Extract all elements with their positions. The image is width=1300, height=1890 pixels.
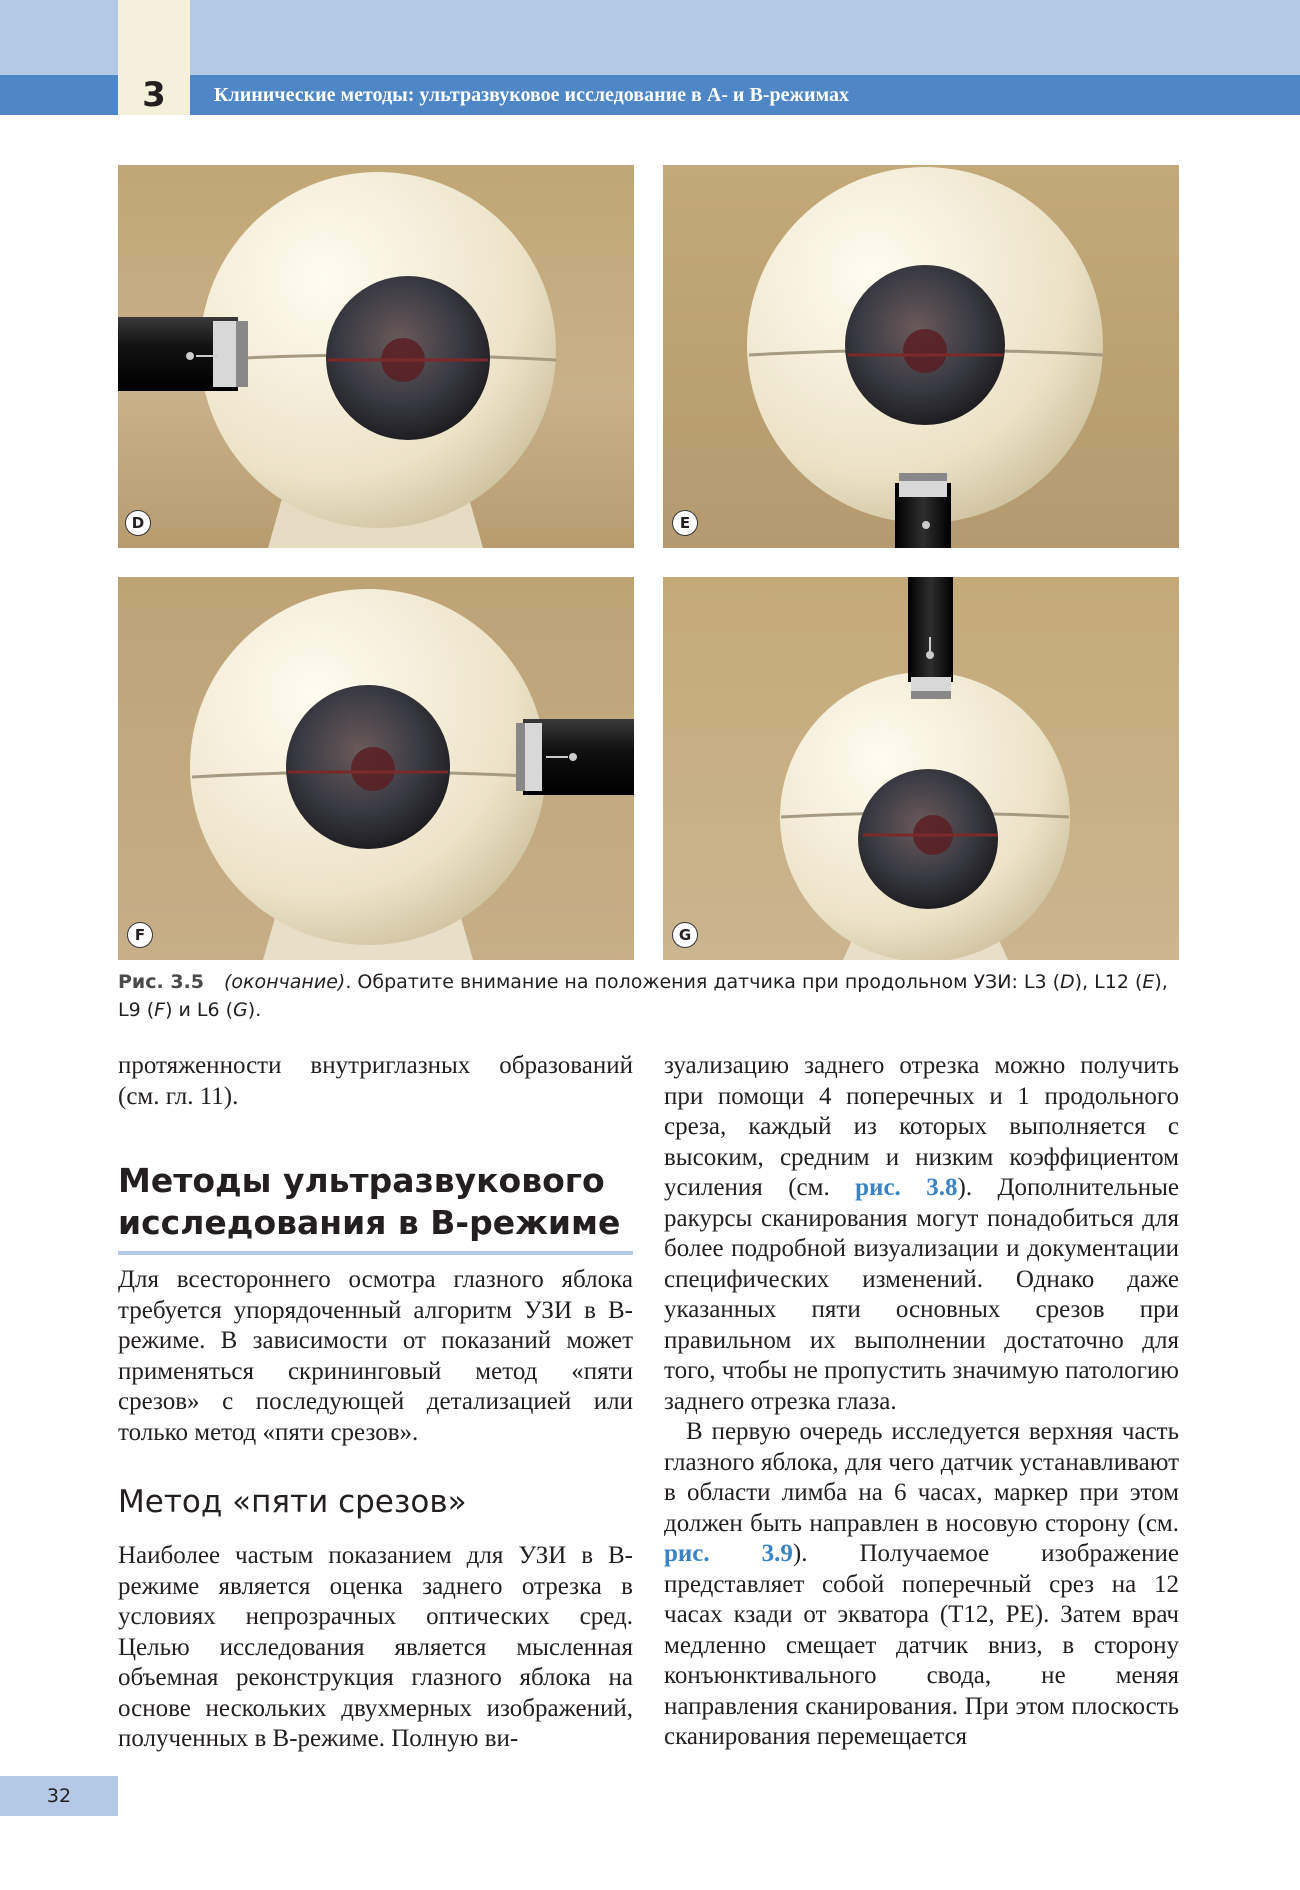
paragraph: Для всестороннего осмотра глазного яблока требуется упорядоченный алгоритм УЗИ в В-режиме. В зависимости от показаний может применяться скрининговый метод «пяти срезов» с последующей детализацией или только метод «пяти срезов».	[118, 1266, 633, 1446]
figure-panel-e	[663, 165, 1179, 548]
paragraph: Наиболее частым показанием для УЗИ в В-режиме является оценка заднего отрезка в условиях непрозрачных оптических сред. Целью исследования является мысленная объемная реконструкция глазного яблока на основе нескольких двухмерных изображений, полученных в В-режиме. Полную ви-	[118, 1542, 633, 1752]
chapter-number: 3	[142, 75, 166, 115]
intro-paragraph	[118, 1265, 633, 1448]
panel-label-f: F	[128, 923, 152, 947]
figure-link-3-9[interactable]: рис. 3.9	[664, 1540, 793, 1567]
caption-text: ), L9 (	[118, 971, 1168, 1021]
figure-link-3-8[interactable]: рис. 3.8	[855, 1174, 958, 1201]
caption-text: ) и L6 (	[165, 999, 234, 1021]
paragraph: В первую очередь исследуется верхняя часть глазного яблока, для чего датчик устанавливают в области лимба на 6 часах, маркер при этом должен быть направлен в носовую сторону (см. рис. 3.9). Получаемое изображение представляет собой поперечный срез на 12 часах кзади от экватора (T12, PE). Затем врач медленно смещает датчик вниз, в сторону конъюнктивального свода, не меняя направления сканирования. При этом плоскость сканирования перемещается	[664, 1418, 1179, 1750]
figure-panel-g	[663, 577, 1179, 960]
paragraph: зуализацию заднего отрезка можно получить при помощи 4 поперечных и 1 продольного среза, каждый из которых выполняется с высоким, средним и низким коэффициентом усиления (см. рис. 3.8). Дополнительные ракурсы сканирования могут понадобиться для более подробной визуализации и документации специфических изменений. Однако даже указанных пяти основных срезов при правильном их выполнении достаточно для того, чтобы не пропустить значимую патологию заднего отрезка глаза.	[664, 1052, 1180, 1415]
panel-label-d: D	[126, 511, 150, 535]
subsection-heading: Метод «пяти срезов»	[118, 1484, 467, 1520]
panel-label-e: E	[673, 511, 697, 535]
caption-text: ).	[247, 999, 262, 1021]
running-title: Клинические методы: ультразвуковое исследование в А- и В-режимах	[214, 84, 849, 106]
figure-panel-d	[118, 165, 634, 548]
panel-label-g: G	[673, 923, 697, 947]
lead-paragraph	[118, 1051, 633, 1112]
caption-ref-d: D	[1060, 971, 1075, 993]
eye-model-photo	[118, 165, 634, 548]
figure-panel-f	[118, 577, 634, 960]
right-column	[664, 1051, 1179, 1753]
paragraph: протяженности внутриглазных образований (см. гл. 11).	[118, 1052, 633, 1110]
eye-model-photo	[663, 577, 1179, 960]
caption-ref-e: E	[1142, 971, 1155, 993]
eye-model-photo	[663, 165, 1179, 548]
figure-caption	[118, 968, 1180, 1024]
heading-rule	[118, 1251, 633, 1255]
caption-label: Рис. 3.5	[118, 971, 204, 993]
main-paragraph	[118, 1541, 633, 1755]
caption-note: (окончание)	[224, 971, 346, 993]
section-heading: Методы ультразвукового исследования в В-режиме	[118, 1161, 621, 1242]
page-number: 32	[0, 1776, 118, 1816]
header-band	[0, 0, 1300, 75]
eye-model-photo	[118, 577, 634, 960]
caption-ref-f: F	[154, 999, 166, 1021]
caption-ref-g: G	[233, 999, 248, 1021]
caption-text: ), L12 (	[1074, 971, 1143, 993]
caption-text: . Обратите внимание на положения датчика при продольном УЗИ: L3 (	[345, 971, 1061, 993]
